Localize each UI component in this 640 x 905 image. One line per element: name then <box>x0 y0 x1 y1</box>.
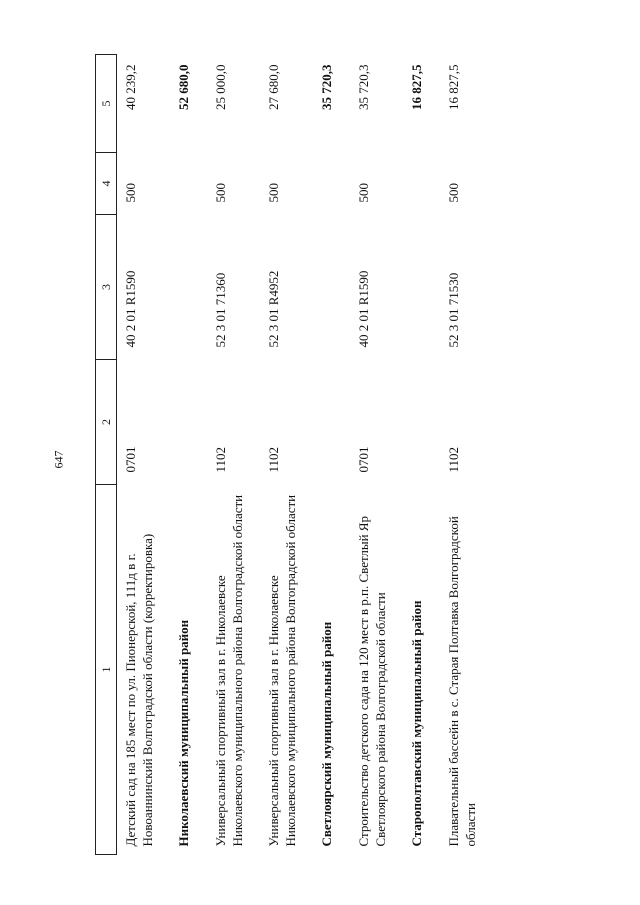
district-row <box>309 55 346 855</box>
object-name: Универсальный спортивный зал в г. Николаевске Николаевского муниципального района Волгоградской области <box>266 494 298 847</box>
section-code: 1102 <box>212 446 228 473</box>
section-code: 0701 <box>123 446 138 473</box>
district-row <box>166 55 203 855</box>
expense-type: 500 <box>123 183 138 203</box>
header-col-4: 4 <box>96 153 117 215</box>
target-code: 52 3 01 R4952 <box>266 270 282 348</box>
amount: 25 000,0 <box>212 64 228 110</box>
target-code: 52 3 01 71530 <box>445 272 461 348</box>
expense-type: 500 <box>266 183 282 203</box>
table-row <box>203 55 256 855</box>
table-row <box>256 55 309 855</box>
table-row <box>346 55 399 855</box>
district-row <box>399 55 436 855</box>
district-total: 16 827,5 <box>409 64 425 110</box>
expense-type: 500 <box>445 183 461 203</box>
table-header-row <box>96 55 117 855</box>
header-col-2: 2 <box>96 360 117 485</box>
amount: 35 720,3 <box>356 64 371 110</box>
section-code: 1102 <box>445 446 461 473</box>
target-code: 40 2 01 R1590 <box>356 270 371 348</box>
object-name: Строительство детского сада на 120 мест в р.п. Светлый Яр Светлоярского района Волгоградской области <box>356 516 388 847</box>
amount: 40 239,2 <box>123 64 138 110</box>
header-col-5: 5 <box>96 55 117 153</box>
table-row <box>436 55 489 855</box>
amount: 16 827,5 <box>445 64 461 110</box>
page-number: 647 <box>51 450 66 469</box>
district-name: Светлоярский муниципальный район <box>319 621 335 847</box>
district-total: 52 680,0 <box>176 64 192 110</box>
expense-type: 500 <box>212 183 228 203</box>
rotated-table-container <box>95 55 615 855</box>
budget-table <box>95 54 489 855</box>
header-col-3: 3 <box>96 215 117 360</box>
target-code: 52 3 01 71360 <box>212 272 228 348</box>
district-name: Николаевский муниципальный район <box>176 619 192 847</box>
header-col-1: 1 <box>96 485 117 855</box>
expense-type: 500 <box>356 183 371 203</box>
amount: 27 680,0 <box>266 64 282 110</box>
object-name: Плавательный бассейн в с. Старая Полтавка Волгоградской области <box>445 516 478 847</box>
district-total: 35 720,3 <box>319 64 335 110</box>
table-row <box>117 55 167 855</box>
section-code: 0701 <box>356 446 371 473</box>
target-code: 40 2 01 R1590 <box>123 270 138 348</box>
district-name: Старополтавский муниципальный район <box>409 600 425 847</box>
object-name: Детский сад на 185 мест по ул. Пионерской, 111д в г. Новоаннинский Волгоградской области (корректировка) <box>123 533 155 847</box>
object-name: Универсальный спортивный зал в г. Николаевске Николаевского муниципального района Волгоградской области <box>212 494 245 847</box>
section-code: 1102 <box>266 446 282 473</box>
